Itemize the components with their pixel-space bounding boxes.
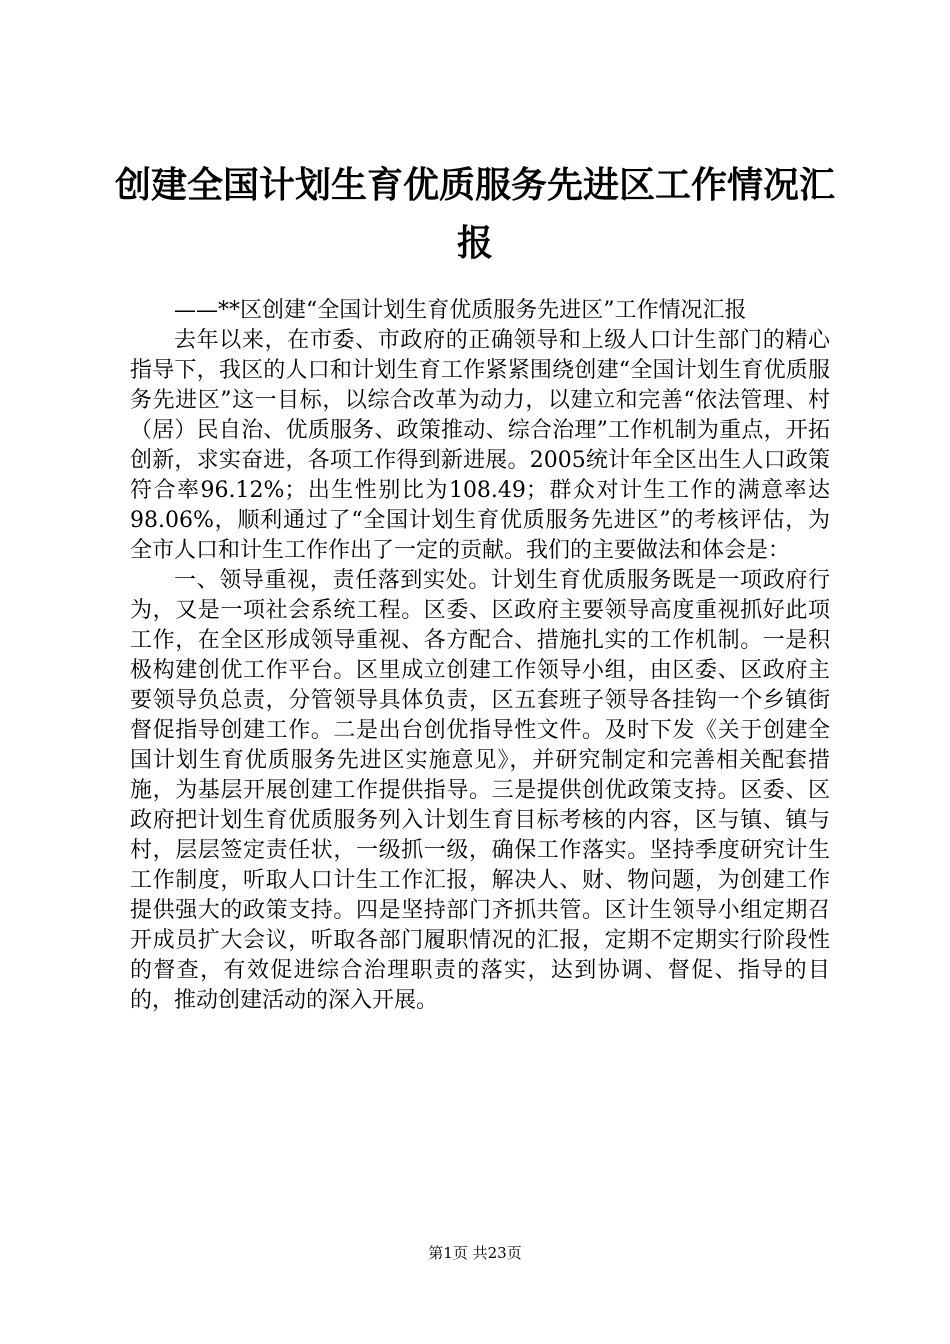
section-one-paragraph: 一、领导重视，责任落到实处。计划生育优质服务既是一项政府行为，又是一项社会系统工程。区委、区政府主要领导高度重视抓好此项工作，在全区形成领导重视、各方配合、措施扎实的工作机制。一是积极构建创优工作平台。区里成立创建工作领导小组，由区委、区政府主要领导负总责，分管领导具体负责，区五套班子领导各挂钩一个乡镇街督促指导创建工作。二是出台创优指导性文件。及时下发《关于创建全国计划生育优质服务先进区实施意见》，并研究制定和完善相关配套措施，为基层开展创建工作提供指导。三是提供创优政策支持。区委、区政府把计划生育优质服务列入计划生育目标考核的内容，区与镇、镇与村，层层签定责任状，一级抓一级，确保工作落实。坚持季度研究计生工作制度，听取人口计生工作汇报，解决人、财、物问题，为创建工作提供强大的政策支持。四是坚持部门齐抓共管。区计生领导小组定期召开成员扩大会议，听取各部门履职情况的汇报，定期不定期实行阶段性的督查，有效促进综合治理职责的落实，达到协调、督促、指导的目的，推动创建活动的深入开展。 (130, 568, 830, 1013)
subtitle-paragraph: ——**区创建“全国计划生育优质服务先进区”工作情况汇报 (174, 298, 747, 323)
document-body (130, 296, 830, 1016)
intro-paragraph: 去年以来，在市委、市政府的正确领导和上级人口计生部门的精心指导下，我区的人口和计划生育工作紧紧围绕创建“全国计划生育优质服务先进区”这一目标，以综合改革为动力，以建立和完善“依法管理、村（居）民自治、优质服务、政策推动、综合治理”工作机制为重点，开拓创新，求实奋进，各项工作得到新进展。2005统计年全区出生人口政策符合率96.12%；出生性别比为108.49；群众对计生工作的满意率达98.06%，顺利通过了“全国计划生育优质服务先进区”的考核评估，为全市人口和计生工作作出了一定的贡献。我们的主要做法和体会是： (130, 328, 830, 563)
document-title: 创建全国计划生育优质服务先进区工作情况汇报 (114, 164, 835, 264)
page-number-footer: 第1页 共23页 (428, 1244, 522, 1262)
